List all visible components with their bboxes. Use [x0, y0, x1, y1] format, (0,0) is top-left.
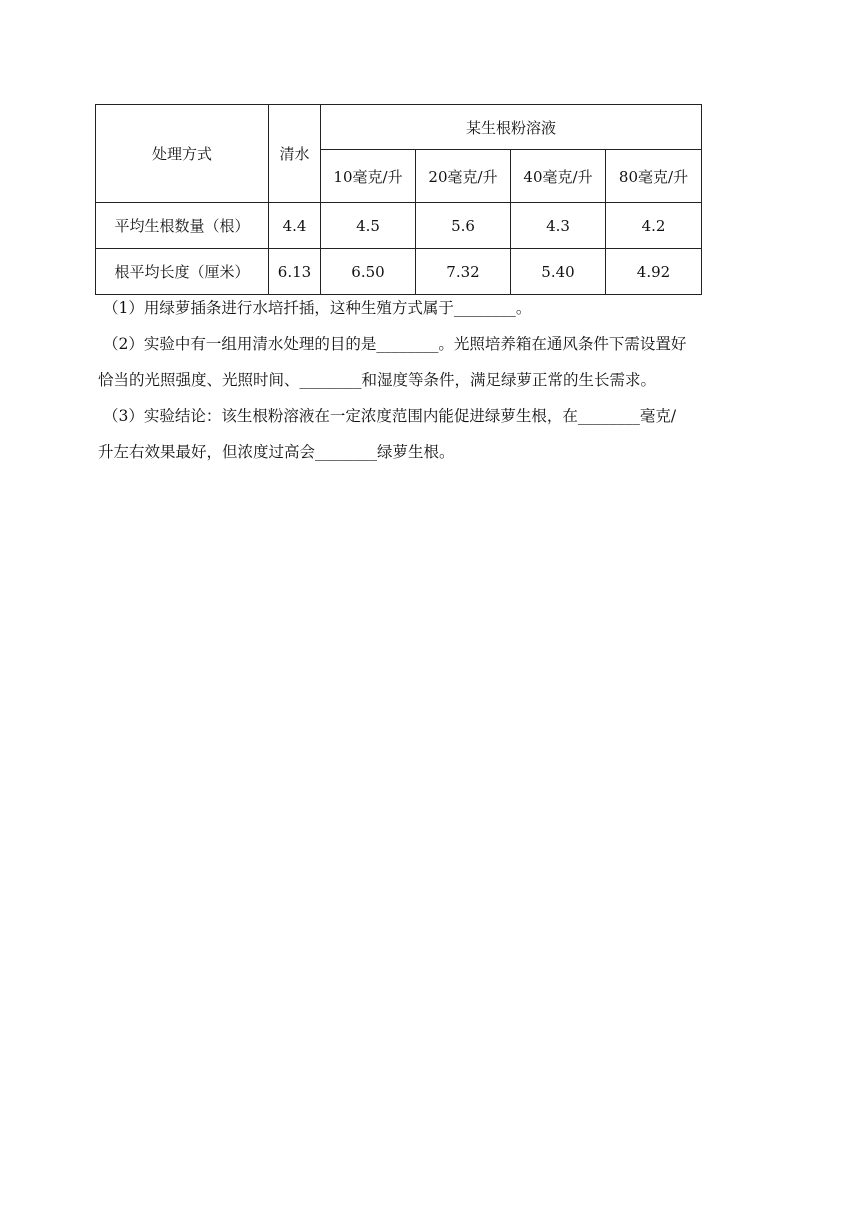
table-row — [96, 203, 702, 249]
header-concentration: 80毫克/升 — [606, 150, 702, 203]
table-row — [96, 249, 702, 295]
question-3-line-1: （3）实验结论：该生根粉溶液在一定浓度范围内能促进绿萝生根，在________毫克/ — [103, 407, 677, 425]
table-cell: 7.32 — [416, 249, 511, 295]
header-concentration: 40毫克/升 — [511, 150, 606, 203]
experiment-data-table — [95, 104, 702, 295]
table-cell: 4.5 — [321, 203, 416, 249]
table-header-row — [96, 105, 702, 150]
question-1: （1）用绿萝插条进行水培扦插，这种生殖方式属于________。 — [103, 299, 532, 317]
table-cell: 5.40 — [511, 249, 606, 295]
header-solution-group: 某生根粉溶液 — [321, 105, 702, 150]
table-cell: 4.92 — [606, 249, 702, 295]
table-cell: 4.3 — [511, 203, 606, 249]
row-label: 平均生根数量（根） — [96, 203, 269, 249]
header-water: 清水 — [269, 105, 321, 203]
header-method: 处理方式 — [96, 105, 269, 203]
table-cell: 4.2 — [606, 203, 702, 249]
question-2-line-1: （2）实验中有一组用清水处理的目的是________。光照培养箱在通风条件下需设置好 — [103, 335, 687, 353]
table-cell: 6.13 — [269, 249, 321, 295]
question-2-line-2: 恰当的光照强度、光照时间、________和湿度等条件，满足绿萝正常的生长需求。 — [98, 371, 657, 389]
question-text-block — [98, 290, 763, 470]
table-cell: 6.50 — [321, 249, 416, 295]
row-label: 根平均长度（厘米） — [96, 249, 269, 295]
header-concentration: 20毫克/升 — [416, 150, 511, 203]
question-3-line-2: 升左右效果最好，但浓度过高会________绿萝生根。 — [98, 443, 455, 461]
header-concentration: 10毫克/升 — [321, 150, 416, 203]
table-cell: 5.6 — [416, 203, 511, 249]
table-cell: 4.4 — [269, 203, 321, 249]
